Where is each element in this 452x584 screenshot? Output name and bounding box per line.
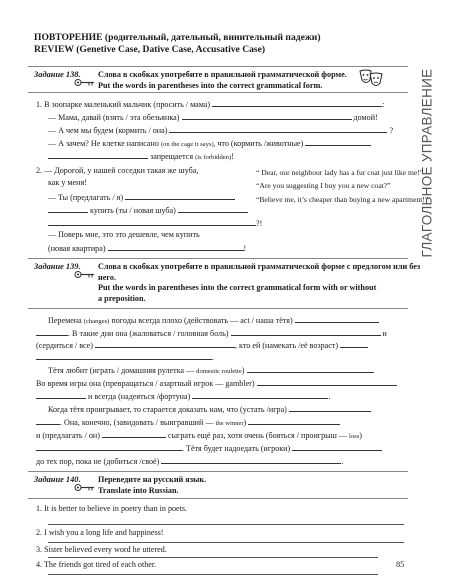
ex139-line-1-text-b: погоды всегда плохо (действовать — act / наша тётя) — [111, 316, 293, 325]
ex138-line-2-text: — Мама, давай (взять / эта обезьянка) — [48, 113, 180, 122]
exercise-139-label: Задание 139. — [34, 262, 81, 271]
exercise-139-task-en-1: Put the words in parentheses into the correct grammatical form with or without — [98, 283, 377, 292]
ex139-blank-9[interactable] — [36, 390, 86, 399]
ex138-blank-5[interactable] — [48, 150, 148, 159]
ex139-line-1-gloss: (changes) — [83, 318, 110, 325]
ex139-blank-17[interactable] — [161, 455, 344, 466]
ex138-blank-8[interactable] — [178, 204, 248, 213]
ex138-line-8-text: — Ты (предлагать / я) — [48, 193, 124, 202]
ex139-line-5 — [48, 364, 375, 377]
ex138-blank-2[interactable] — [182, 111, 352, 120]
ex139-line-2-end: и — [382, 329, 387, 338]
ex139-line-4 — [36, 351, 214, 363]
ex139-blank-2[interactable] — [36, 327, 68, 336]
ex139-line-5-gloss: domestic roulette — [196, 368, 242, 375]
ex138-line-3-end: ? — [389, 126, 394, 135]
exercise-138-instructions — [98, 70, 347, 91]
ex138-line-4-gloss: (on the cage it says), — [160, 141, 216, 148]
ex138-blank-1[interactable] — [212, 98, 385, 109]
ex139-line-12-end: . — [341, 457, 344, 466]
exercise-139-bottom-rule — [28, 308, 408, 309]
ex140-sentence-3-text: Sister believed every word he uttered. — [44, 545, 167, 554]
ex140-answer-line-3[interactable] — [48, 557, 378, 558]
ex138-line-5 — [48, 150, 234, 163]
exercise-139-task-ru-2: него. — [98, 272, 117, 282]
ex138-line-11-text: — Поверь мне, это это дешевле, чем купить — [48, 230, 200, 239]
exercise-140-top-rule — [28, 471, 408, 472]
ex139-line-10-text-b: сыграть ещё раз, хотя очень (бояться / проигрыш — — [168, 431, 347, 440]
exercise-140-task-ru: Переведите на русский язык. — [98, 475, 207, 484]
ex138-blank-9[interactable] — [48, 217, 256, 226]
exercise-140-label: Задание 140. — [34, 475, 81, 484]
ex140-sentence-2-number: 2. — [36, 528, 43, 537]
ex139-blank-5[interactable] — [340, 339, 368, 348]
ex138-line-12-text: (новая квартира) — [48, 244, 106, 253]
ex139-line-3-text-b: , кто ей (намекать /её возраст) — [235, 341, 339, 350]
ex139-line-8 — [48, 403, 371, 415]
exercise-138-bottom-rule — [28, 92, 408, 93]
ex140-sentence-1-text: It is better to believe in poetry than in poets. — [44, 504, 188, 513]
ex139-blank-11[interactable] — [289, 403, 371, 412]
ex140-sentence-3-number: 3. — [36, 545, 43, 554]
exercise-139-instructions — [98, 262, 420, 304]
ex139-line-8-text: Когда тётя проигрывает, то старается доказать нам, что (устать /игра) — [48, 405, 287, 414]
exercise-140-task-en: Translate into Russian. — [98, 485, 179, 495]
ex139-line-10 — [36, 429, 362, 442]
ex139-line-10-gloss: loss — [349, 433, 360, 440]
ex140-sentence-4 — [36, 560, 156, 570]
ex139-line-5-text-a: Тётя любит (играть / домашняя рулетка — — [48, 366, 195, 375]
exercise-138-task-en: Put the words in parentheses into the correct grammatical form. — [98, 80, 323, 90]
ex139-line-2 — [36, 327, 387, 339]
ex139-line-6 — [36, 377, 397, 389]
exercise-140-instructions — [98, 475, 206, 496]
ex138-blank-6[interactable] — [125, 191, 235, 200]
ex139-line-7-text: и всегда (надеяться /фортуна) — [88, 392, 191, 401]
ex138-line-5-text: запрещается — [150, 152, 194, 161]
ex139-line-2-text: . В такие дни она (жаловаться / головная боль) — [68, 329, 229, 338]
ex140-sentence-3 — [36, 545, 167, 555]
ex138-blank-3[interactable] — [169, 124, 387, 133]
ex138-line-7 — [48, 178, 87, 188]
ex138-line-10-end: ?! — [256, 219, 263, 228]
ex139-blank-1[interactable] — [295, 314, 379, 323]
ex138-line-1-text: В зоопарке маленький мальчик (просить / мама) — [44, 100, 211, 109]
ex139-line-9-text-b: ) — [243, 418, 247, 427]
ex138-blank-4[interactable] — [305, 137, 371, 146]
ex139-line-5-text-b: ) — [241, 366, 245, 375]
ex138-line-12 — [48, 242, 246, 254]
ex138-line-2 — [48, 111, 378, 123]
ex139-blank-3[interactable] — [231, 327, 381, 336]
ex140-answer-line-1[interactable] — [48, 524, 404, 525]
ex140-sentence-2-text: I wish you a long life and happiness! — [44, 528, 164, 537]
ex138-line-4-text-b: что (кормить /животные) — [217, 139, 304, 148]
ex139-line-11-text: . Тётя будет надоедать (игроки) — [182, 444, 291, 453]
ex138-line-1 — [36, 98, 384, 110]
ex138-line-3 — [48, 124, 393, 136]
ex140-sentence-4-number: 4. — [36, 560, 43, 569]
ex139-line-7-end: . — [328, 392, 331, 401]
ex139-blank-15[interactable] — [36, 442, 182, 451]
ex138-line-5-end: ! — [231, 152, 234, 161]
ex139-line-5-end: . — [372, 366, 375, 375]
exercise-138-label: Задание 138. — [34, 70, 81, 79]
exercise-138-task-ru: Слова в скобках употребите в правильной грамматической форме. — [98, 70, 347, 79]
ex140-sentence-2 — [36, 528, 163, 538]
ex139-blank-6[interactable] — [36, 351, 215, 362]
page-title-en: REVIEW (Genetive Case, Dative Case, Accusative Case) — [34, 44, 266, 55]
page-title-ru: ПОВТОРЕНИЕ (родительный, дательный, винительный падежи) — [34, 32, 321, 43]
ex139-line-12-text: до тех пор, пока не (добиться /своё) — [36, 457, 160, 466]
ex139-blank-7[interactable] — [247, 364, 373, 373]
ex140-sentence-4-text: The friends got tired of each other. — [43, 560, 157, 569]
exercise-139-top-rule — [28, 258, 408, 259]
ex139-line-10-text-a: и (предлагать / он) — [36, 431, 100, 440]
ex138-blank-10[interactable] — [108, 242, 244, 251]
exercise-139-task-en-2: a preposition. — [98, 293, 146, 303]
section-side-tab-label: ГЛАГОЛЬНОЕ УПРАВЛЕНИЕ — [419, 68, 435, 258]
ex139-blank-10[interactable] — [192, 390, 331, 401]
ex140-sentence-1-number: 1. — [36, 504, 43, 513]
ex139-line-9-gloss: the winner — [215, 420, 244, 427]
page-title — [34, 32, 404, 56]
ex138-line-1-end: : — [382, 100, 385, 109]
ex138-translation-1: “ Dear, our neighbour lady has a fur coat just like me!” — [256, 168, 424, 177]
ex139-blank-13[interactable] — [248, 416, 340, 425]
exercise-139-task-ru-1: Слова в скобках употребите в правильной грамматической форме с предлогом или без — [98, 262, 421, 271]
ex139-line-9 — [36, 416, 340, 429]
exercise-138-top-rule — [28, 66, 408, 67]
section-side-tab — [418, 28, 436, 298]
ex138-line-9-text: купить (ты / новая шуба) — [90, 206, 176, 215]
ex138-blank-7[interactable] — [48, 204, 88, 213]
ex139-line-9-text-a: . Она, конечно, (завидовать / выигравший — — [60, 418, 214, 427]
ex138-line-9 — [48, 204, 248, 216]
ex138-item-1-number: 1. — [36, 100, 43, 109]
key-icon — [74, 483, 96, 492]
ex139-line-3 — [36, 339, 368, 351]
key-icon — [74, 78, 96, 87]
ex138-item-2-number: 2. — [36, 166, 43, 175]
ex139-line-4-end: . — [212, 353, 215, 362]
ex138-translation-3: “Believe me, it’s cheaper than buying a new apartment!” — [256, 195, 429, 204]
ex138-line-3-text: — А чем мы будем (кормить / она) — [48, 126, 168, 135]
key-icon — [74, 270, 96, 279]
ex138-line-4 — [48, 137, 371, 150]
ex138-line-8 — [48, 191, 235, 203]
ex138-translation-2: “Are you suggesting I buy you a new coat?” — [256, 181, 391, 190]
ex140-answer-line-4[interactable] — [48, 574, 378, 575]
ex139-blank-12[interactable] — [36, 416, 60, 425]
ex140-answer-line-2[interactable] — [48, 542, 404, 543]
ex139-blank-8[interactable] — [257, 377, 397, 386]
ex139-blank-14[interactable] — [102, 429, 166, 438]
ex140-sentence-1 — [36, 504, 187, 514]
ex139-line-10-text-c: ) — [359, 431, 362, 440]
ex138-line-4-text-a: — А зачем? Не клетке написано — [48, 139, 159, 148]
page-number: 85 — [396, 560, 405, 569]
exercise-140-bottom-rule — [28, 498, 408, 499]
ex139-blank-16[interactable] — [292, 442, 382, 451]
ex139-line-6-text: Во время игры она (превращаться / азартный игрок — gambler) — [36, 379, 255, 388]
ex139-blank-4[interactable] — [95, 339, 235, 348]
ex138-line-7-text: как у меня! — [48, 178, 87, 187]
ex138-line-2-end: домой! — [353, 113, 378, 122]
ex138-line-10 — [48, 217, 262, 229]
ex138-line-6-text: — Дорогой, у нашей соседки такая же шуба, — [44, 166, 199, 175]
ex139-line-11 — [36, 442, 382, 454]
ex138-line-11 — [48, 230, 200, 240]
ex139-line-3-text-a: (сердиться / все) — [36, 341, 93, 350]
ex138-line-12-end: ! — [243, 244, 247, 253]
ex139-line-1 — [48, 314, 379, 327]
ex139-line-12 — [36, 455, 343, 467]
ex138-line-5-gloss: (is forbidden) — [195, 154, 232, 161]
ex139-line-1-text-a: Перемена — [48, 316, 82, 325]
ex138-line-6 — [36, 166, 198, 176]
ex139-line-7 — [36, 390, 330, 402]
theater-masks-icon — [358, 68, 384, 90]
